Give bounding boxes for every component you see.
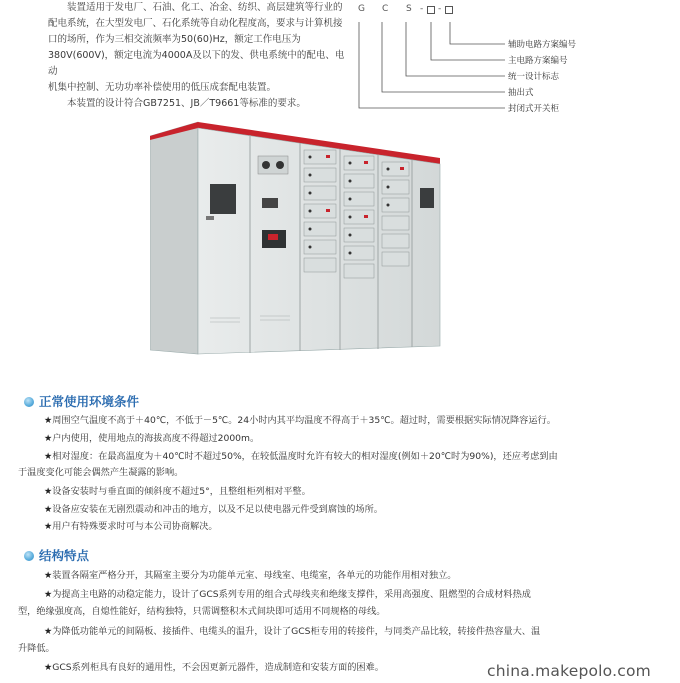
model-code-char: -: [420, 4, 424, 14]
model-code-label: 抽出式: [508, 88, 534, 98]
list-item-text: 升降低。: [18, 643, 55, 654]
list-item-continuation: [18, 641, 638, 656]
list-item-continuation: [18, 465, 638, 480]
model-code-label: 辅助电路方案编号: [508, 40, 577, 50]
list-item-text: 装置各隔室严格分开，其隔室主要分为功能单元室、母线室、电缆室，各单元的功能作用相对独立。: [52, 570, 457, 581]
intro-line: 本装置的设计符合GB7251、JB／T9661等标准的要求。: [67, 98, 306, 109]
intro-line: 380V(600V)，额定电流为4000A及以下的发、供电系统中的配电、电动: [48, 50, 345, 77]
model-code-char: G: [358, 4, 365, 14]
intro-line: 装置适用于发电厂、石油、化工、冶金、纺织、高层建筑等行业的: [67, 2, 343, 13]
list-item: ★为降低功能单元的间隔板、接插件、电缆头的温升，设计了GCS柜专用的转接件，与同类产品比较，转接件热容量大、温: [44, 626, 541, 637]
section-title: 结构特点: [39, 548, 90, 563]
list-item-text: 相对湿度：在最高温度为＋40℃时不超过50%，在较低温度时允许有较大的相对湿度(例如＋20℃时为90%)，还应考虑到由: [52, 451, 558, 462]
section-title: 正常使用环境条件: [39, 394, 140, 409]
model-code-label: 统一设计标志: [508, 72, 560, 82]
list-item: ★户内使用，使用地点的海拔高度不得超过2000m。: [44, 433, 260, 444]
model-code-char: -: [438, 4, 442, 14]
list-item: ★用户有特殊要求时可与本公司协商解决。: [44, 521, 218, 532]
list-item-text: 为提高主电路的动稳定能力，设计了GCS系列专用的组合式母线夹和绝缘支撑件，采用高强度、阻燃型的合成材料热成: [52, 589, 531, 600]
section-heading-structure: [24, 546, 89, 564]
section-heading-environment: [24, 392, 139, 410]
list-item-continuation: [18, 604, 638, 619]
list-item: ★GCS系列柜具有良好的通用性，不会因更新元器件，造成制造和安装方面的困难。: [44, 662, 384, 673]
model-code-char: C: [382, 4, 389, 14]
list-item-text: 型，绝缘强度高，自熄性能好，结构独特，只需调整积木式间块即可适用不同规格的母线。: [18, 606, 386, 617]
list-item: ★装置各隔室严格分开，其隔室主要分为功能单元室、母线室、电缆室，各单元的功能作用相对独立。: [44, 570, 457, 581]
watermark-text: china.makepolo.com: [487, 662, 651, 680]
section-bullet-icon: [24, 397, 34, 407]
intro-line: 机集中控制、无功功率补偿使用的低压成套配电装置。: [48, 82, 277, 93]
model-code-char: S: [406, 4, 412, 14]
model-code-label: 封闭式开关柜: [508, 104, 560, 114]
list-item-text: 户内使用，使用地点的海拔高度不得超过2000m。: [52, 433, 260, 444]
list-item: ★设备安装时与垂直面的倾斜度不超过5°，且整组柜列相对平整。: [44, 486, 311, 497]
list-item-text: 于温度变化可能会偶然产生凝露的影响。: [18, 467, 184, 478]
section-bullet-icon: [24, 551, 34, 561]
list-item: ★设备应安装在无剧烈震动和冲击的地方，以及不足以使电器元件受到腐蚀的场所。: [44, 504, 383, 515]
list-item-text: 周围空气温度不高于＋40℃，不低于－5℃。24小时内其平均温度不得高于＋35℃。超过时，需要根据实际情况降容运行。: [52, 415, 556, 426]
model-code-leader-lines: [355, 12, 505, 124]
model-code-label: 主电路方案编号: [508, 56, 568, 66]
list-item: ★相对湿度：在最高温度为＋40℃时不超过50%，在较低温度时允许有较大的相对湿度(例如＋20℃时为90%)，还应考虑到由: [44, 451, 558, 462]
switchgear-cabinet-image: [150, 118, 450, 368]
intro-paragraph: [48, 0, 346, 112]
list-item-text: 设备安装时与垂直面的倾斜度不超过5°，且整组柜列相对平整。: [52, 486, 311, 497]
list-item-text: 设备应安装在无剧烈震动和冲击的地方，以及不足以使电器元件受到腐蚀的场所。: [52, 504, 383, 515]
list-item: ★为提高主电路的动稳定能力，设计了GCS系列专用的组合式母线夹和绝缘支撑件，采用高强度、阻燃型的合成材料热成: [44, 589, 531, 600]
intro-line: 口的场所，作为三相交流频率为50(60)Hz，额定工作电压为: [48, 34, 301, 45]
list-item: ★周围空气温度不高于＋40℃，不低于－5℃。24小时内其平均温度不得高于＋35℃。超过时，需要根据实际情况降容运行。: [44, 415, 556, 426]
intro-line: 配电系统，在大型发电厂、石化系统等自动化程度高，要求与计算机接: [48, 18, 343, 29]
list-item-text: 用户有特殊要求时可与本公司协商解决。: [52, 521, 218, 532]
list-item-text: GCS系列柜具有良好的通用性，不会因更新元器件，造成制造和安装方面的困难。: [52, 662, 384, 673]
list-item-text: 为降低功能单元的间隔板、接插件、电缆头的温升，设计了GCS柜专用的转接件，与同类产品比较，转接件热容量大、温: [52, 626, 541, 637]
